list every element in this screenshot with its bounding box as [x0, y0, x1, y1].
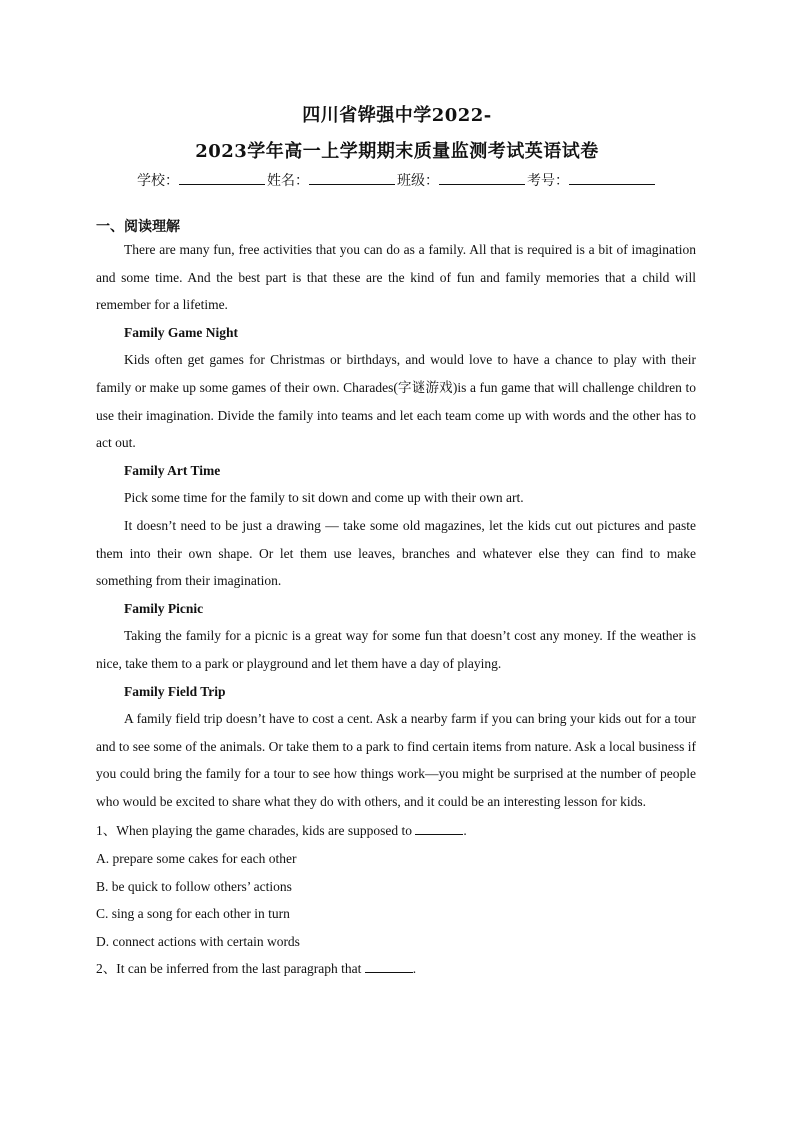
passage-field-trip: A family field trip doesn’t have to cost a cent. Ask a nearby farm if you can bring your kids out for a tour and to see some of the animals. Or take them to a park to find certain items from nature. Ask a local business if you could bring the family for a tour to see how things work—you might be surprised at the number of people who would be excited to share what they do with others, and it could be an interesting lesson for kids. — [96, 711, 696, 809]
name-blank[interactable] — [309, 172, 395, 185]
question-1 — [96, 817, 696, 955]
heading-picnic: Family Picnic — [124, 600, 204, 616]
heading-field-trip: Family Field Trip — [124, 683, 226, 699]
passage-intro: There are many fun, free activities that you can do as a family. All that is required is a bit of imagination and some time. And the best part is that these are the kind of fun and family memories that a child will remember for a lifetime. — [96, 242, 696, 313]
question-2 — [96, 955, 696, 983]
class-blank[interactable] — [439, 172, 525, 185]
answer-blank[interactable] — [415, 822, 463, 835]
passage-art-time-2: It doesn’t need to be just a drawing — take some old magazines, let the kids cut out pictures and paste them into their own shape. Or let them use leaves, branches and whatever else they can find to make something from their imagination. — [96, 517, 696, 589]
passage-game-night: Kids often get games for Christmas or birthdays, and would love to have a chance to play with their family or make up some games of their own. Charades(字谜游戏)is a fun game that will challenge children to use their imagination. Divide the family into teams and let each team come up with words and the other has to act out. — [96, 352, 696, 451]
option-c[interactable]: C. sing a song for each other in turn — [96, 906, 290, 922]
reading-passage — [96, 236, 696, 983]
name-label: 姓名： — [267, 173, 309, 189]
answer-blank[interactable] — [365, 960, 413, 973]
student-info-row — [0, 170, 794, 190]
passage-picnic: Taking the family for a picnic is a great way for some fun that doesn’t cost any money. If the weather is nice, take them to a park or playground and let them have a day of playing. — [96, 628, 696, 671]
option-d[interactable]: D. connect actions with certain words — [96, 933, 300, 949]
option-b[interactable]: B. be quick to follow others’ actions — [96, 878, 292, 894]
section-title: 一、阅读理解 — [96, 219, 180, 235]
school-label: 学校： — [137, 173, 179, 189]
school-blank[interactable] — [179, 172, 265, 185]
question-1-stem: 1、When playing the game charades, kids are supposed to . — [96, 823, 467, 839]
option-a[interactable]: A. prepare some cakes for each other — [96, 851, 297, 867]
heading-game-night: Family Game Night — [124, 324, 238, 340]
exam-title-line-1: 四川省铧强中学2022- — [302, 105, 492, 126]
number-blank[interactable] — [569, 172, 655, 185]
exam-title-line-2: 2023学年高一上学期期末质量监测考试英语试卷 — [195, 141, 599, 162]
passage-art-time-1: Pick some time for the family to sit down and come up with their own art. — [124, 490, 524, 506]
heading-art-time: Family Art Time — [124, 462, 221, 478]
question-2-stem: 2、It can be inferred from the last paragraph that . — [96, 961, 417, 977]
class-label: 班级： — [397, 173, 439, 189]
number-label: 考号： — [527, 173, 569, 189]
